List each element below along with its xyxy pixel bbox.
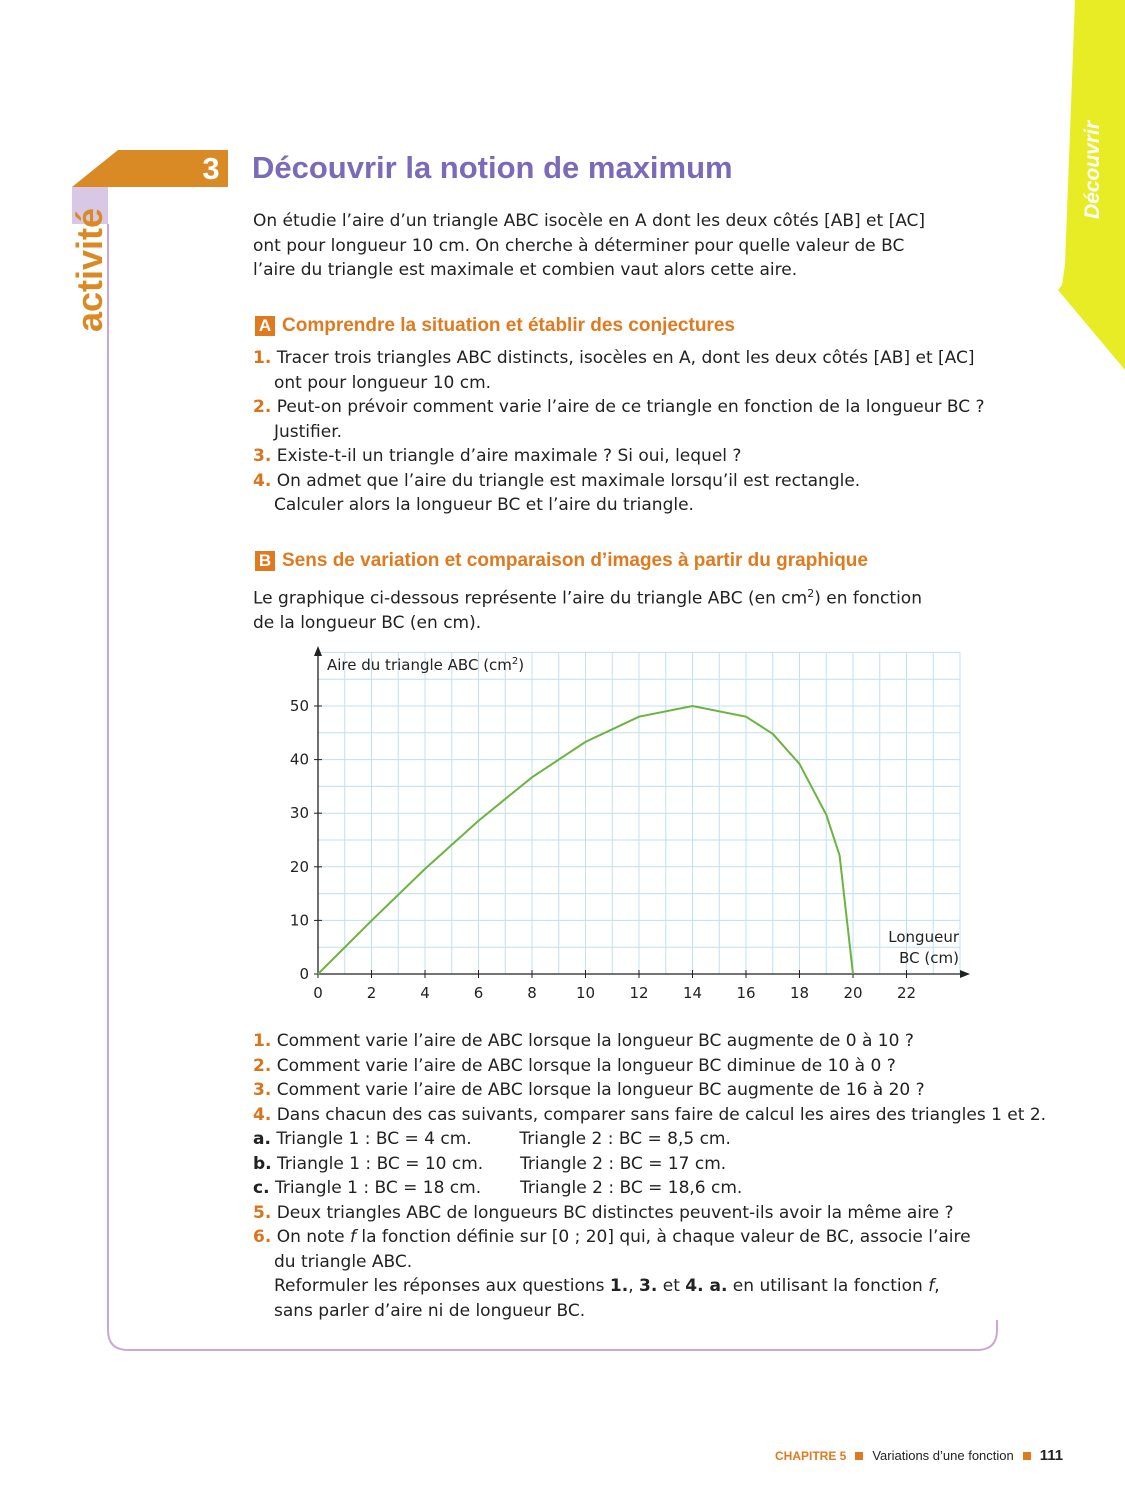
list-item: 3. Comment varie l’aire de ABC lorsque la longueur BC augmente de 16 à 20 ? — [253, 1080, 925, 1100]
y-axis-arrow-icon — [314, 646, 322, 656]
list-item: c. Triangle 1 : BC = 18 cm. Triangle 2 : BC = 18,6 cm. — [253, 1178, 743, 1198]
area-chart — [260, 640, 980, 1010]
x-tick-label: 10 — [575, 984, 596, 1002]
x-tick-label: 8 — [527, 984, 537, 1002]
y-tick-label: 20 — [289, 857, 309, 876]
x-tick-label: 20 — [843, 984, 863, 1002]
section-a-title: Comprendre la situation et établir des conjectures — [282, 315, 735, 336]
list-item: 6. On note f la fonction définie sur [0 ; 20] qui, à chaque valeur de BC, associe l’aire — [253, 1227, 971, 1247]
footer-square-icon — [855, 1452, 863, 1460]
activity-number: 3 — [202, 151, 220, 186]
list-item: 2. Peut-on prévoir comment varie l’aire de ce triangle en fonction de la longueur BC ? — [253, 397, 985, 417]
chart-axes — [314, 646, 970, 978]
x-axis-label-line2: BC (cm) — [899, 949, 959, 967]
x-tick-label: 2 — [366, 984, 377, 1002]
x-axis-label-line1: Longueur — [888, 928, 959, 946]
x-tick-label: 4 — [420, 984, 430, 1002]
chart-grid — [318, 652, 960, 974]
x-tick-label: 14 — [682, 984, 703, 1002]
list-item: 2. Comment varie l’aire de ABC lorsque la longueur BC diminue de 10 à 0 ? — [253, 1055, 896, 1076]
page-number: 111 — [1039, 1447, 1064, 1464]
page-title: Découvrir la notion de maximum — [252, 150, 733, 185]
section-a-list: 1. Tracer trois triangles ABC distincts, isocèles en A, dont les deux côtés [AB] et [AC] ont pour longueur 10 cm. 2. Peut-on prévoir comment varie l’aire de ce triangle en fonction de la longueur BC ? Justifier. 3. Existe-t-il un triangle d’aire maximale ? Si oui, lequel ? 4. On admet que l’aire du triangle est maximale lorsqu’il est rectangle. Calculer alors la longueur BC et l’aire du triangle. — [253, 348, 985, 515]
section-b-intro: Le graphique ci-dessous représente l’aire du triangle ABC (en $cm^2$) en fonction de la longueur BC (en cm). — [253, 587, 922, 634]
list-item: 4. Dans chacun des cas suivants, comparer sans faire de calcul les aires des triangles 1 et 2. — [253, 1104, 1047, 1125]
y-tick-label: 40 — [289, 750, 309, 769]
chart-ticks — [290, 697, 916, 1002]
x-tick-label: 12 — [629, 984, 649, 1002]
x-tick-label: 0 — [313, 984, 323, 1002]
footer-square-icon — [1023, 1452, 1031, 1460]
y-tick-label: 0 — [299, 965, 309, 983]
x-tick-label: 16 — [736, 984, 756, 1002]
list-item: 4. On admet que l’aire du triangle est maximale lorsqu’il est rectangle. — [253, 470, 861, 491]
section-b-title: Sens de variation et comparaison d’images à partir du graphique — [282, 550, 868, 571]
side-tab-label: Découvrir — [1081, 120, 1105, 220]
intro-paragraph: On étudie l’aire d’un triangle ABC isocèle en A dont les deux côtés [AB] et [AC] ont pour longueur 10 cm. On cherche à déterminer pour quelle valeur de BC l’aire du triangle est maximale et combien vaut alors cette aire. — [253, 211, 926, 280]
list-item: 1. Comment varie l’aire de ABC lorsque la longueur BC augmente de 0 à 10 ? — [253, 1031, 914, 1051]
y-tick-label: 10 — [289, 911, 309, 930]
x-tick-label: 22 — [896, 984, 917, 1002]
list-item: 3. Existe-t-il un triangle d’aire maximale ? Si oui, lequel ? — [253, 446, 742, 466]
activity-label: activité — [69, 207, 110, 333]
y-axis-label: Aire du triangle ABC $(cm^2)$ — [327, 656, 525, 674]
footer-title: Variations d’une fonction — [872, 1448, 1014, 1463]
list-item: 1. Tracer trois triangles ABC distincts, isocèles en A, dont les deux côtés [AB] et [AC] — [253, 348, 975, 368]
x-tick-label: 6 — [473, 984, 484, 1002]
section-b-badge: B — [255, 551, 275, 571]
list-item: 5. Deux triangles ABC de longueurs BC distinctes peuvent-ils avoir la même aire ? — [253, 1202, 954, 1223]
section-b-questions: 1. Comment varie l’aire de ABC lorsque la longueur BC augmente de 0 à 10 ? 2. Comment varie l’aire de ABC lorsque la longueur BC diminue de 10 à 0 ? 3. Comment varie l’aire de ABC lorsque la longueur BC augmente de 16 à 20 ? 4. Dans chacun des cas suivants, comparer sans faire de calcul les aires des triangles 1 et 2. a. Triangle 1 : BC = 4 cm. Triangle 2 : BC = 8,5 cm. b. Triangle 1 : BC = 10 cm. Triangle 2 : BC = 17 cm. c. Triangle 1 : BC = 18 cm. Triangle 2 : BC = 18,6 cm. 5. Deux triangles ABC de longueurs BC distinctes peuvent-ils avoir la même aire ? 6. On note f la fonction définie sur [0 ; 20] qui, à chaque valeur de BC, associe l’aire du triangle ABC. Reformuler les réponses aux questions 1., 3. et 4. a. en utilisant la fonction f, sans parler d’aire ni de longueur BC. — [253, 1031, 1047, 1321]
page-footer — [775, 1447, 1063, 1464]
y-tick-label: 50 — [289, 697, 309, 715]
y-tick-label: 30 — [289, 804, 309, 823]
section-a-header — [255, 315, 735, 337]
x-axis-arrow-icon — [960, 970, 970, 978]
x-tick-label: 18 — [789, 984, 810, 1002]
list-item: b. Triangle 1 : BC = 10 cm. Triangle 2 : BC = 17 cm. — [253, 1153, 727, 1174]
section-a-badge: A — [255, 316, 275, 336]
list-item: a. Triangle 1 : BC = 4 cm. Triangle 2 : BC = 8,5 cm. — [253, 1129, 731, 1149]
footer-chapter: CHAPITRE 5 — [775, 1448, 847, 1463]
section-b-header — [255, 550, 868, 572]
